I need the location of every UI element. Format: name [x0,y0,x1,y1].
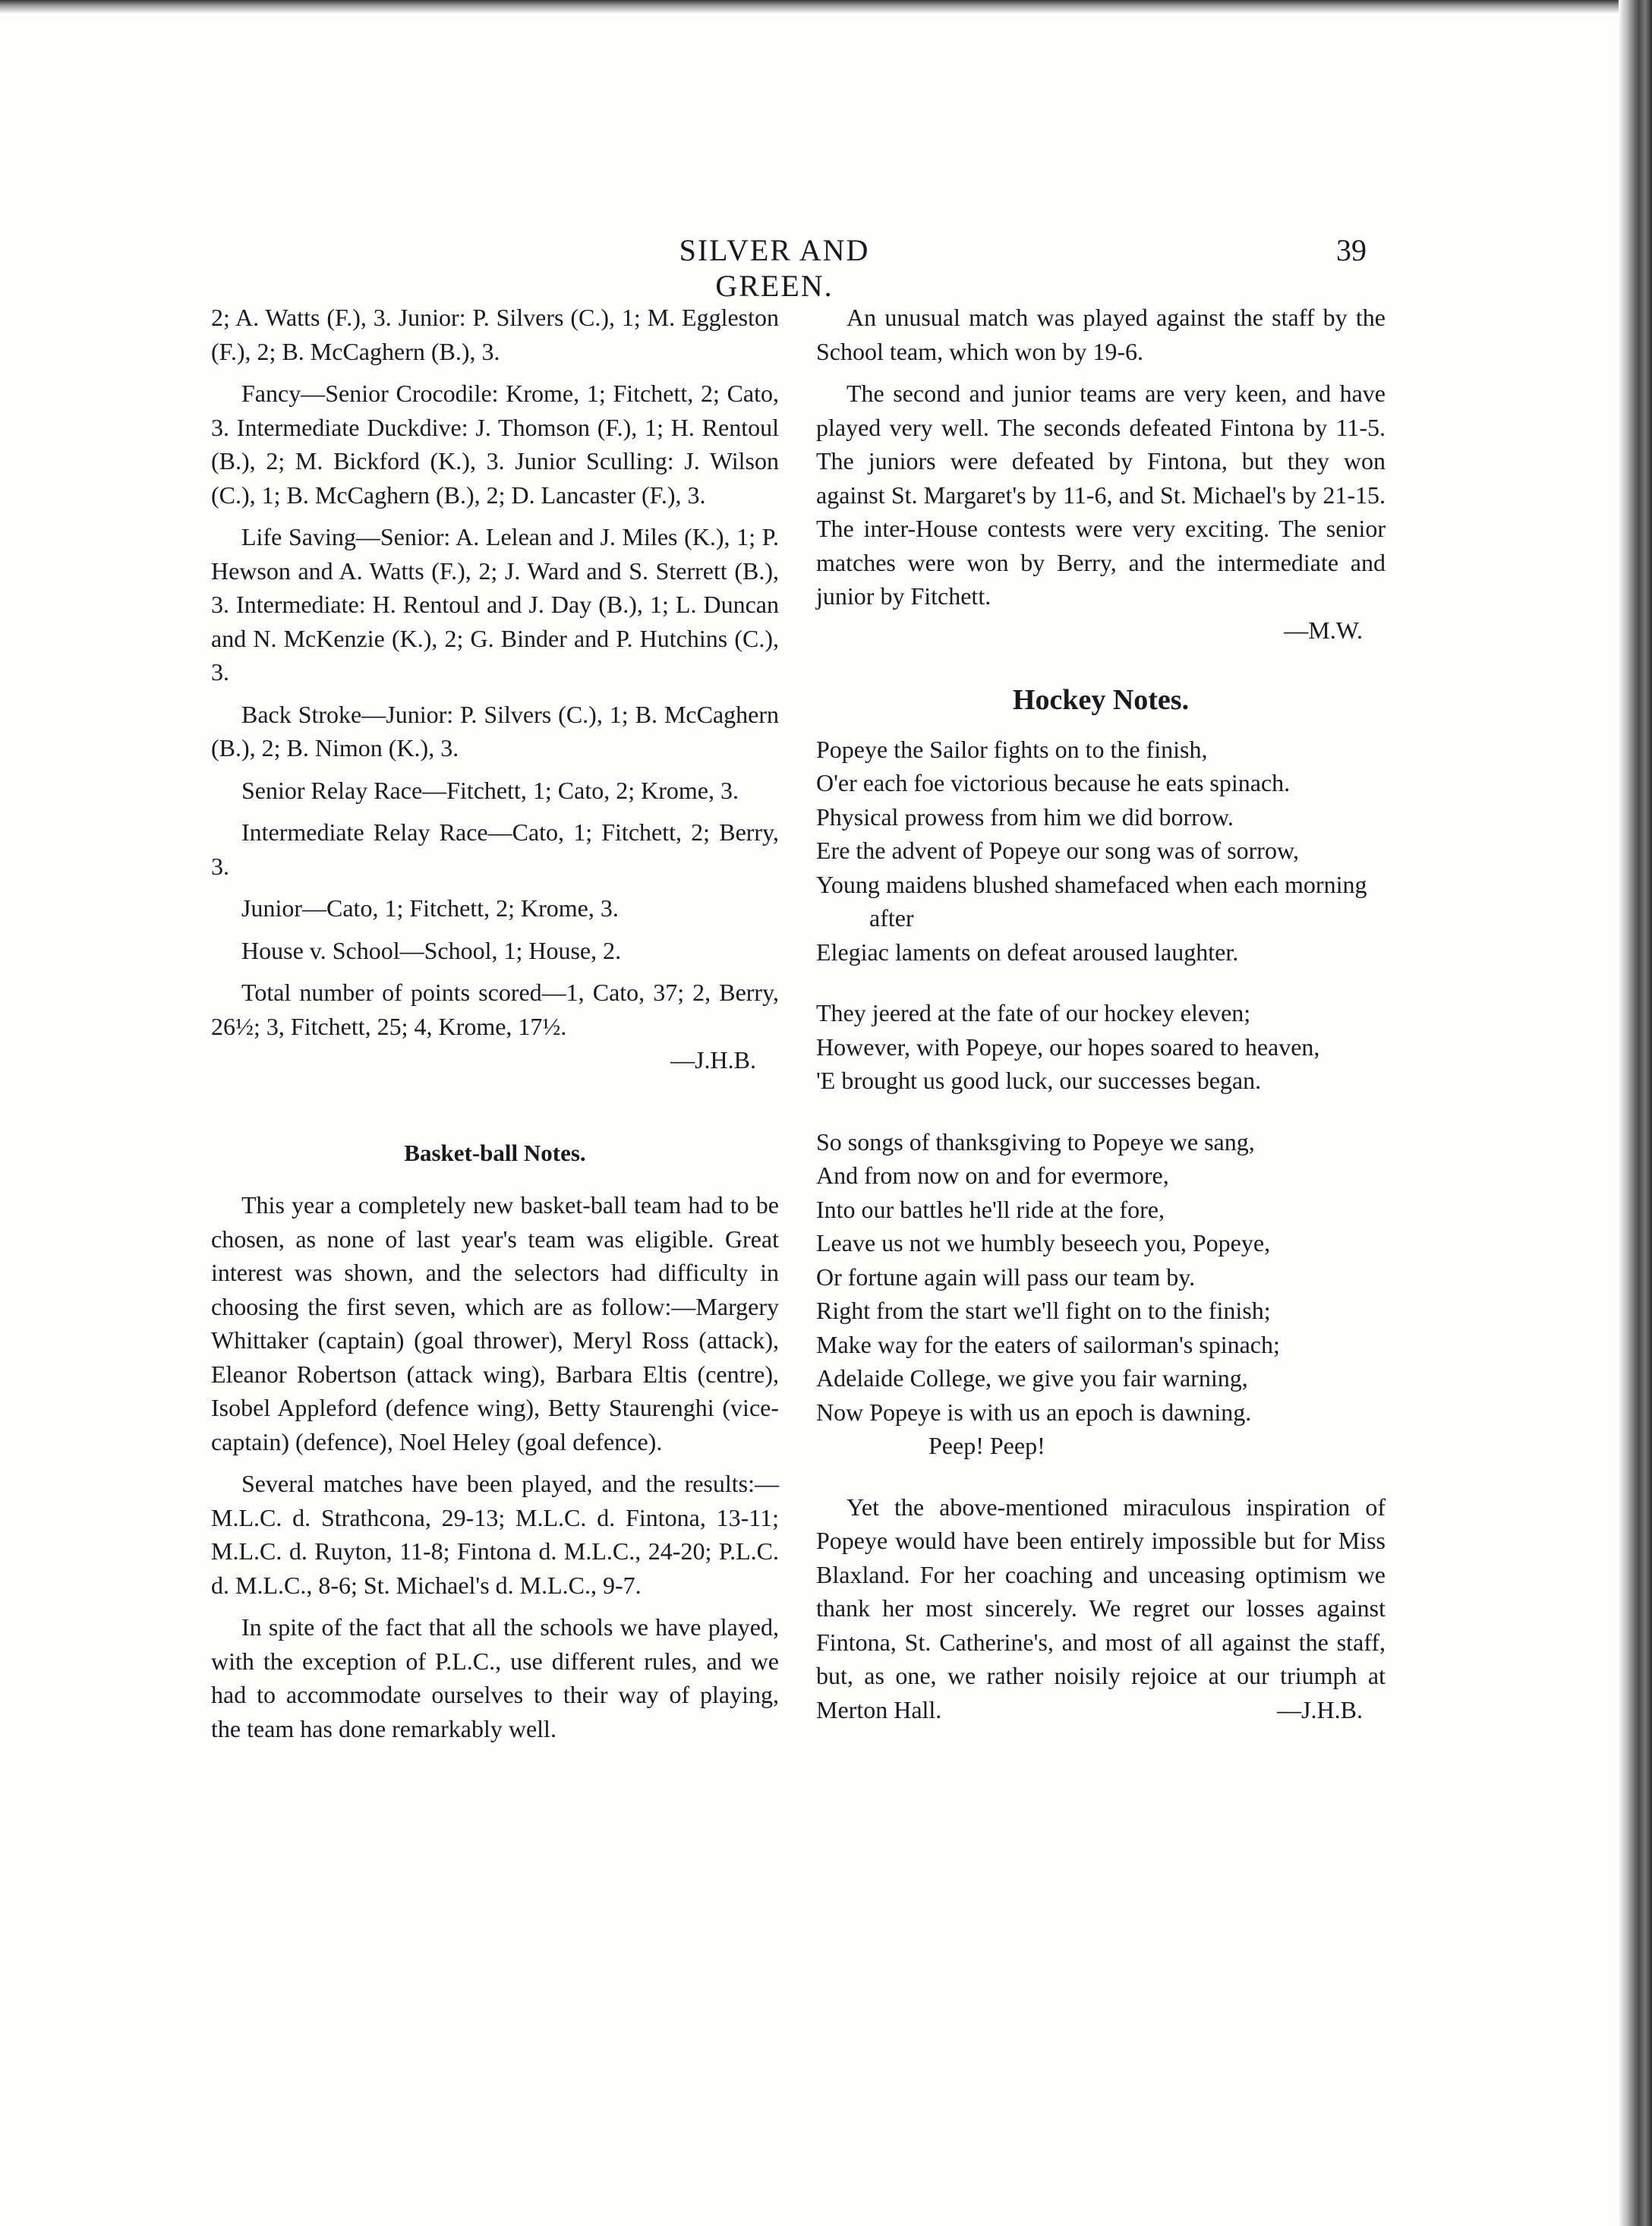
poem-line: Elegiac laments on defeat aroused laughter. [816,938,1239,966]
poem-line: Leave us not we humbly beseech you, Popeye, [816,1229,1271,1256]
page-top-shadow [0,0,1652,14]
basketball-paragraph: Several matches have been played, and the results:—M.L.C. d. Strathcona, 29-13; M.L.C. d. Fintona, 13-11; M.L.C. d. Ruyton, 11-8; Fintona d. M.L.C., 24-20; P.L.C. d. M.L.C., 8-6; St. Michael's d. M.L.C., 9-7. [211,1470,779,1599]
running-header: SILVER AND GREEN. [679,233,870,303]
basketball-signature: —M.W. [1284,616,1363,644]
poem-line: Physical prowess from him we did borrow. [816,802,1234,831]
poem-line: And from now on and for evermore, [816,1162,1169,1189]
poem-stanza [816,996,1386,1098]
poem-line: Make way for the eaters of sailorman's spinach; [816,1330,1280,1358]
poem-refrain: Peep! Peep! [928,1432,1045,1459]
poem-line: So songs of thanksgiving to Popeye we sang, [816,1127,1255,1156]
swimming-paragraph: Senior Relay Race—Fitchett, 1; Cato, 2; Krome, 3. [241,776,739,804]
poem-line: 'E brought us good luck, our successes began. [816,1067,1262,1094]
swimming-paragraph: Fancy—Senior Crocodile: Krome, 1; Fitchett, 2; Cato, 3. Intermediate Duckdive: J. Thomson (F.), 1; H. Rentoul (B.), 2; M. Bickford (K.), 3. Junior Sculling: J. Wilson (C.), 1; B. McCaghern (B.), 2; D. Lancaster (F.), 3. [211,380,779,509]
hockey-signature: —J.H.B. [1277,1696,1363,1723]
poem-line: Adelaide College, we give you fair warning, [816,1364,1248,1392]
poem-line: However, with Popeye, our hopes soared to heaven, [816,1033,1320,1061]
swimming-paragraph: Total number of points scored—1, Cato, 37; 2, Berry, 26½; 3, Fitchett, 25; 4, Krome, 17½. [211,979,779,1040]
poem-line: Ere the advent of Popeye our song was of sorrow, [816,837,1299,864]
basketball-paragraph: In spite of the fact that all the schools we have played, with the exception of P.L.C., use different rules, and we had to accommodate ourselves to their way of playing, the team has done remarkably well. [211,1613,779,1742]
swimming-paragraph: Intermediate Relay Race—Cato, 1; Fitchett, 2; Berry, 3. [211,818,779,880]
poem-line: Young maidens blushed shamefaced when each morning after [816,870,1367,932]
poem-line: Into our battles he'll ride at the fore, [816,1195,1165,1223]
basketball-paragraph: This year a completely new basket-ball team had to be chosen, as none of last year's team was eligible. Great interest was shown, and the selectors had difficulty in choosing the first seven, which are as follow:—Margery Whittaker (captain) (goal thrower), Meryl Ross (attack), Eleanor Robertson (attack wing), Barbara Eltis (centre), Isobel Appleford (defence wing), Betty Staurenghi (vice-captain) (defence), Noel Heley (goal defence). [211,1191,779,1455]
poem-line: O'er each foe victorious because he eats spinach. [816,769,1291,796]
poem-line: Now Popeye is with us an epoch is dawning. [816,1398,1252,1426]
poem-line: Right from the start we'll fight on to the finish; [816,1297,1271,1324]
book-spine-edge [1619,0,1652,2226]
basketball-cont-paragraph: The second and junior teams are very keen, and have played very well. The seconds defeated Fintona by 11-5. The juniors were defeated by Fintona, but they won against St. Margaret's by 11-6, and St. Michael's by 21-15. The inter-House contests were very exciting. The senior matches were won by Berry, and the intermediate and junior by Fitchett. [816,380,1386,610]
basketball-cont-paragraph: An unusual match was played against the staff by the School team, which won by 19-6. [816,304,1386,365]
swimming-paragraph: Life Saving—Senior: A. Lelean and J. Miles (K.), 1; P. Hewson and A. Watts (F.), 2; J. Ward and S. Sterrett (B.), 3. Intermediate: H. Rentoul and J. Day (B.), 1; L. Duncan and N. McKenzie (K.), 2; G. Binder and P. Hutchins (C.), 3. [211,523,779,686]
swimming-paragraph: Back Stroke—Junior: P. Silvers (C.), 1; B. McCaghern (B.), 2; B. Nimon (K.), 3. [211,700,779,761]
poem-line: Popeye the Sailor fights on to the finish, [816,735,1208,763]
poem-line: Or fortune again will pass our team by. [816,1263,1196,1291]
right-column [816,301,1386,1727]
poem-stanza [816,733,1386,970]
poem-line: They jeered at the fate of our hockey eleven; [816,999,1251,1026]
hockey-paragraph: Yet the above-mentioned miraculous inspiration of Popeye would have been entirely impossible but for Miss Blaxland. For her coaching and unceasing optimism we thank her most sincerely. We regret our losses against Fintona, St. Catherine's, and most of all against the staff, but, as one, we rather noisily rejoice at our triumph at Merton Hall. [816,1493,1386,1723]
swimming-signature: —J.H.B. [670,1046,756,1074]
page-number: 39 [1336,233,1367,267]
swimming-paragraph: Junior—Cato, 1; Fitchett, 2; Krome, 3. [241,894,619,922]
swimming-paragraph: House v. School—School, 1; House, 2. [241,936,622,964]
basketball-title: Basket-ball Notes. [404,1139,586,1166]
swimming-paragraph: 2; A. Watts (F.), 3. Junior: P. Silvers (C.), 1; M. Eggleston (F.), 2; B. McCaghern (B.), 3. [211,304,779,365]
left-column [211,301,779,1754]
poem-stanza [816,1125,1386,1463]
hockey-title: Hockey Notes. [1012,684,1190,716]
